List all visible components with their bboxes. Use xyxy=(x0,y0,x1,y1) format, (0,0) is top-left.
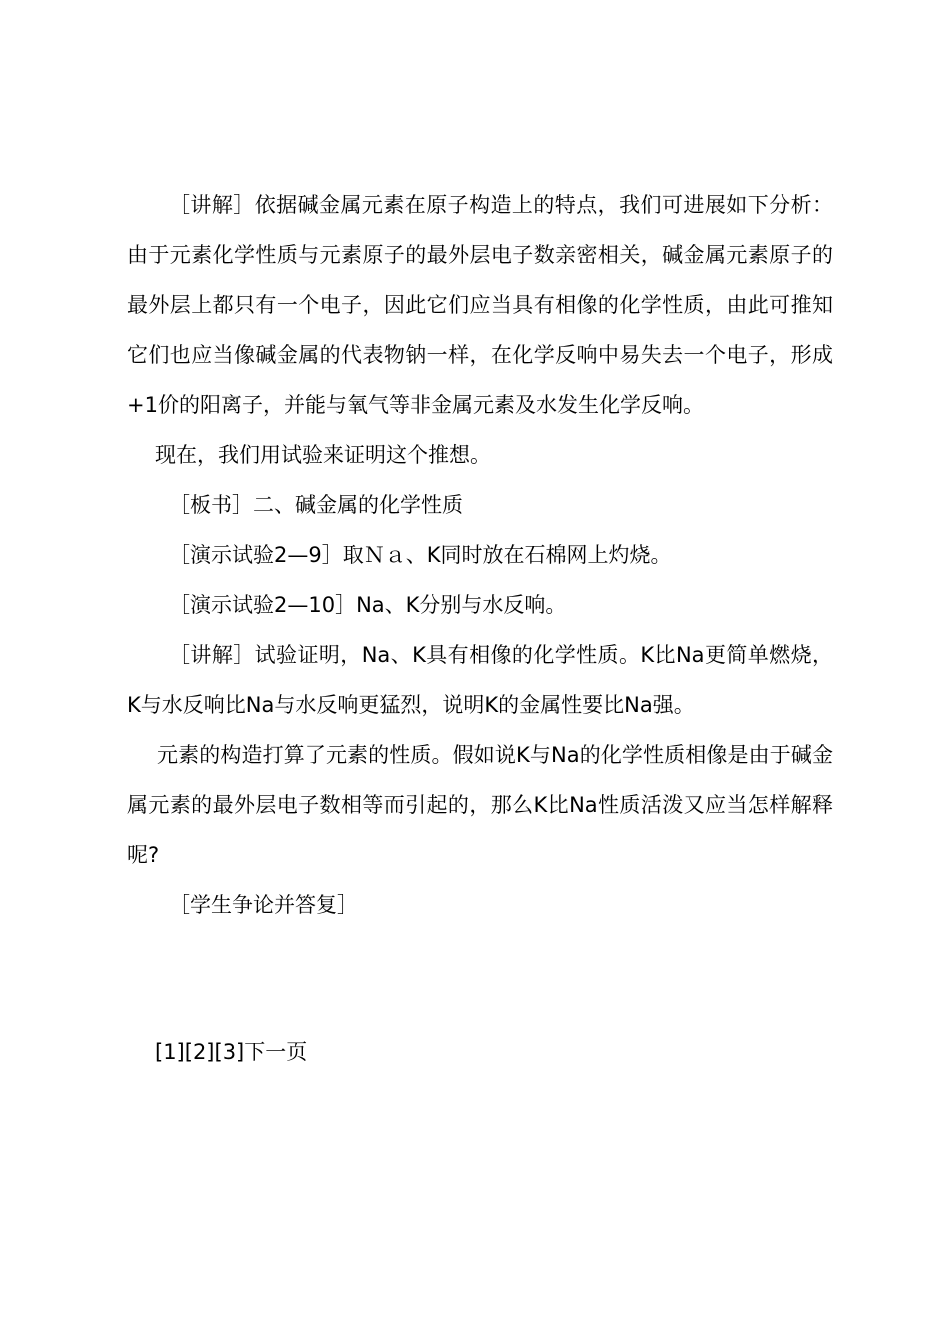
paragraph-board-heading: ［板书］二、碱金属的化学性质 xyxy=(169,493,463,517)
pagination xyxy=(155,1027,307,1077)
page-link-1[interactable]: [1] xyxy=(155,1040,185,1064)
paragraph-lecture-2: ［讲解］试验证明，Na、K具有相像的化学性质。K比Na更简单燃烧，K与水反响比Na与水反响更猛烈，说明K的金属性要比Na强。 xyxy=(127,643,833,717)
page-link-2[interactable]: [2] xyxy=(184,1040,215,1064)
paragraph-demo-2-9: ［演示试验2—9］取Ｎａ、K同时放在石棉网上灼烧。 xyxy=(169,543,672,567)
document-body xyxy=(127,180,833,930)
paragraph-student-discussion: ［学生争论并答复］ xyxy=(169,893,358,917)
paragraph-question: 元素的构造打算了元素的性质。假如说K与Na的化学性质相像是由于碱金属元素的最外层电子数相等而引起的，那么K比Na性质活泼又应当怎样解释呢? xyxy=(127,743,833,867)
next-page-link[interactable]: 下一页 xyxy=(244,1040,308,1064)
paragraph-lecture-1: ［讲解］依据碱金属元素在原子构造上的特点，我们可进展如下分析：由于元素化学性质与元素原子的最外层电子数亲密相关，碱金属元素原子的最外层上都只有一个电子，因此它们应当具有相像的化学性质，由此可推知它们也应当像碱金属的代表物钠一样，在化学反响中易失去一个电子，形成+1价的阳离子，并能与氧气等非金属元素及水发生化学反响。 xyxy=(127,193,833,417)
paragraph-experiment-intro: 现在，我们用试验来证明这个推想。 xyxy=(155,443,491,467)
page-link-3[interactable]: [3] xyxy=(214,1040,245,1064)
paragraph-demo-2-10: ［演示试验2—10］Na、K分别与水反响。 xyxy=(169,593,567,617)
